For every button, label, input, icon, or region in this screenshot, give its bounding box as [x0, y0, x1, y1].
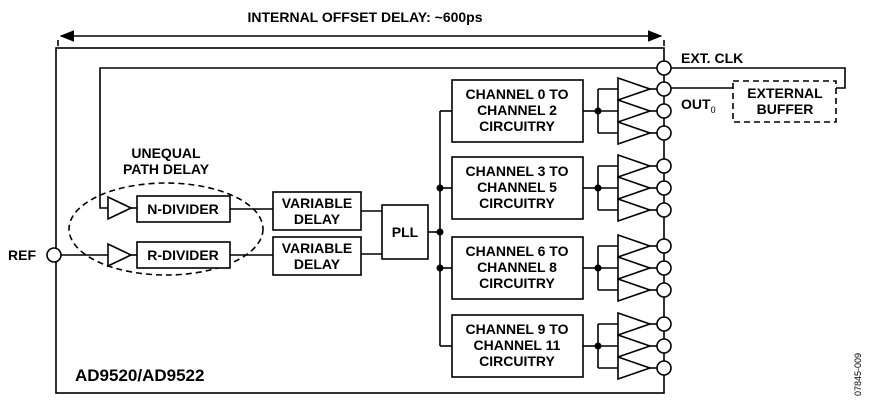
channel-1-line-1: CHANNEL 3 TO	[465, 163, 569, 179]
channel-block-2	[452, 237, 583, 299]
r-divider-label: R-DIVIDER	[147, 247, 219, 263]
output-pin	[657, 283, 671, 297]
external-buffer-label-1: EXTERNAL	[747, 85, 823, 101]
output-driver-icon	[618, 257, 650, 279]
channel-3-line-3: CIRCUITRY	[479, 353, 555, 369]
output-driver-icon	[618, 335, 650, 357]
chip-name: AD9520/AD9522	[75, 366, 205, 385]
channel-2-line-2: CHANNEL 8	[477, 259, 557, 275]
channel-3-line-2: CHANNEL 11	[473, 337, 561, 353]
variable-delay-1-label-2: DELAY	[293, 211, 341, 227]
driver-group-3	[583, 313, 671, 379]
output-pin	[657, 339, 671, 353]
driver-group-0	[583, 78, 671, 144]
output-pin	[657, 261, 671, 275]
driver-group-2	[583, 235, 671, 301]
channel-1-line-2: CHANNEL 5	[477, 179, 557, 195]
offset-delay-label: INTERNAL OFFSET DELAY: ~600ps	[247, 9, 483, 25]
ext-clk-label: EXT. CLK	[681, 50, 744, 66]
output-driver-icon	[618, 100, 650, 122]
output-driver-icon	[618, 78, 650, 100]
channel-0-line-3: CIRCUITRY	[479, 118, 555, 134]
output-pin	[657, 317, 671, 331]
channel-1-line-3: CIRCUITRY	[479, 195, 555, 211]
output-driver-icon	[618, 122, 650, 144]
r-buffer-icon	[108, 244, 131, 266]
channel-block-0	[452, 80, 583, 142]
output-driver-icon	[618, 235, 650, 257]
output-pin	[657, 104, 671, 118]
output-drivers	[583, 61, 671, 379]
channel-2-line-1: CHANNEL 6 TO	[465, 243, 569, 259]
bus-taps	[437, 111, 453, 346]
channel-0-line-2: CHANNEL 2	[477, 102, 557, 118]
n-buffer-icon	[108, 197, 131, 219]
n-divider-label: N-DIVIDER	[147, 201, 219, 217]
output-pin	[657, 159, 671, 173]
channel-2-line-3: CIRCUITRY	[479, 275, 555, 291]
channel-0-line-1: CHANNEL 0 TO	[465, 86, 569, 102]
output-pin	[657, 361, 671, 375]
offset-delay-arrow	[58, 36, 664, 46]
variable-delay-2-label-1: VARIABLE	[281, 240, 353, 256]
output-pin	[657, 239, 671, 253]
driver-group-1	[583, 155, 671, 221]
unequal-label-1: UNEQUAL	[131, 145, 201, 161]
output-pin	[657, 181, 671, 195]
unequal-label-2: PATH DELAY	[122, 161, 210, 177]
ext-clk-pin	[657, 61, 671, 75]
channel-3-line-1: CHANNEL 9 TO	[465, 321, 569, 337]
output-pin	[657, 203, 671, 217]
ref-pin	[47, 248, 61, 262]
ref-label: REF	[8, 247, 36, 263]
output-driver-icon	[618, 313, 650, 335]
output-driver-icon	[618, 279, 650, 301]
figure-id: 07845-009	[853, 352, 863, 396]
output-driver-icon	[618, 177, 650, 199]
channel-block-1	[452, 157, 583, 219]
out0-label: $OUT_0$	[681, 96, 716, 115]
output-driver-icon	[618, 155, 650, 177]
output-pin	[657, 126, 671, 140]
output-driver-icon	[618, 357, 650, 379]
output-pin	[657, 82, 671, 96]
output-driver-icon	[618, 199, 650, 221]
external-buffer-label-2: BUFFER	[756, 101, 814, 117]
channel-block-3	[452, 315, 583, 377]
pll-label: PLL	[391, 224, 419, 240]
variable-delay-1-label-1: VARIABLE	[281, 195, 353, 211]
variable-delay-2-label-2: DELAY	[293, 256, 341, 272]
